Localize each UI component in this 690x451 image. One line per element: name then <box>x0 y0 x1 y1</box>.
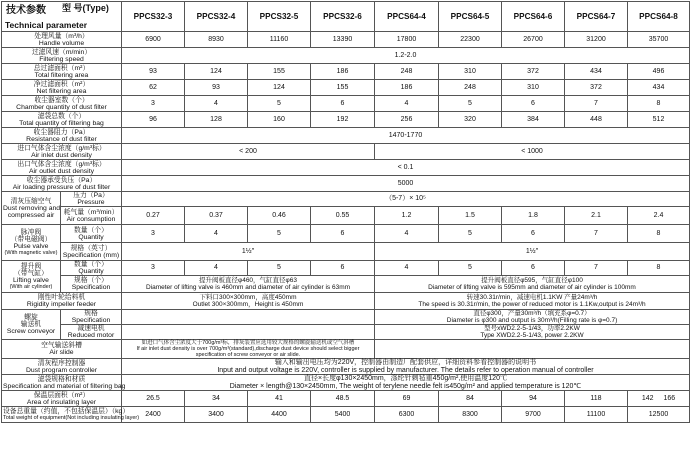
cell: 7 <box>565 96 628 112</box>
cell: 4 <box>185 96 248 112</box>
cell: 96 <box>122 112 185 128</box>
row-label: 进口气体含尘浓度（g/m³标） Air inlet dust density <box>2 144 122 160</box>
cell: 34 <box>185 391 248 407</box>
cell: 1.2 <box>375 207 439 225</box>
cell: 155 <box>311 80 375 96</box>
cell: 3 <box>122 261 185 276</box>
cell: 2400 <box>122 407 185 423</box>
cell: 6 <box>502 96 565 112</box>
sub-label: 规格（英寸） Specification (mm) <box>61 243 122 261</box>
cell: 4 <box>375 96 439 112</box>
cell: 5 <box>439 96 502 112</box>
cell: 12500 <box>628 407 690 423</box>
cell: 434 <box>628 80 690 96</box>
row-loading-pressure <box>2 176 690 192</box>
cell: 124 <box>185 64 248 80</box>
cell: 84 <box>439 391 502 407</box>
cell: 7 <box>565 225 628 243</box>
sub-label: 规格（个） Specification <box>61 276 122 293</box>
row-label: 收尘器阻力（Pa） Resistance of dust filter <box>2 128 122 144</box>
cell: < 0.1 <box>122 160 690 176</box>
row-outlet-density <box>2 160 690 176</box>
cell: 直径×长度φ130×2450mm，涤纶针刺毡重450g/m²,使用温度120℃ Diameter × length@130×2450mm, The weight of terylene needle felt is450g/m² and applied temperature is 120℃ <box>122 375 690 391</box>
cell: 6900 <box>122 32 185 48</box>
cell: 8 <box>628 261 690 276</box>
row-air-slide <box>2 340 690 359</box>
model-header: PPCS64-4 <box>375 2 439 32</box>
cell: 5 <box>439 261 502 276</box>
row-label: 清灰程序控制器 Dust program controller <box>2 359 122 375</box>
cell: 5400 <box>311 407 375 423</box>
cell: 192 <box>311 112 375 128</box>
row-label: 收尘器室数（个） Chamber quantity of dust filter <box>2 96 122 112</box>
cell: 372 <box>565 80 628 96</box>
cell: 如进口气体含尘浓度大于700g/m³标，排灰装置应选用较大规格的螺旋输送机或空气斜槽 If air inlet dust density is over 700g/m³(standard),discharge dust device should select bigger specification of screw conveyor or air slide. <box>122 340 375 359</box>
cell: 496 <box>628 64 690 80</box>
cell: （5-7）× 10⁵ <box>122 192 690 207</box>
row-inlet-density <box>2 144 690 160</box>
cell: 320 <box>439 112 502 128</box>
cell: 5 <box>248 261 311 276</box>
sub-label: 减速电机 Reduced motor <box>61 325 122 340</box>
row-weight <box>2 407 690 423</box>
row-label: 空气输送斜槽 Air slide <box>2 340 122 359</box>
row-label: 保温层面积（m²） Area of insulating layer <box>2 391 122 407</box>
row-label: 提升阀 （带气缸） Lifting valve (With air cylinder) <box>2 261 61 293</box>
cell: 提升阀板直径φ595，气缸直径φ100 Diameter of lifting valve is 595mm and diameter of air cylinder is 100mm <box>375 276 690 293</box>
model-header: PPCS64-5 <box>439 2 502 32</box>
row-pulse-spec <box>2 243 690 261</box>
row-bag-spec <box>2 375 690 391</box>
title-cn: 技术参数 <box>6 5 46 16</box>
row-lifting-qty <box>2 261 690 276</box>
cell: 310 <box>502 80 565 96</box>
row-filtering-speed <box>2 48 690 64</box>
cell: 1.2-2.0 <box>122 48 690 64</box>
cell: 0.27 <box>122 207 185 225</box>
cell: 输入和输出电压均为220V，控制器由制造厂配套供应，详细资料参看控制器的说明书 Input and output voltage is 220V, controller is supplied by manufacturer. The details refer to operation manual of controller <box>122 359 690 375</box>
cell: 124 <box>248 80 311 96</box>
cell: 提升阀板直径φ460，气缸直径φ63 Diameter of lifting valve is 460mm and diameter of air cylinder is 63mm <box>122 276 375 293</box>
row-air-consumption <box>2 207 690 225</box>
cell: < 1000 <box>375 144 690 160</box>
sub-label: 规格 Specification <box>61 310 122 325</box>
cell: 155 <box>248 64 311 80</box>
cell: 8 <box>628 96 690 112</box>
row-program-controller <box>2 359 690 375</box>
cell: 0.55 <box>311 207 375 225</box>
row-label: 清灰压缩空气 Dust removing and compressed air <box>2 192 61 225</box>
model-header: PPCS32-4 <box>185 2 248 32</box>
cell: 1½″ <box>375 243 690 261</box>
model-header: PPCS32-3 <box>122 2 185 32</box>
cell: 41 <box>248 391 311 407</box>
cell: 372 <box>502 64 565 80</box>
cell: 256 <box>375 112 439 128</box>
cell: 128 <box>185 112 248 128</box>
cell: 1½″ <box>122 243 375 261</box>
row-chamber-qty <box>2 96 690 112</box>
cell: 6 <box>502 261 565 276</box>
cell: 6 <box>311 261 375 276</box>
cell: 4 <box>375 225 439 243</box>
sub-label: 数量（个） Quantity <box>61 225 122 243</box>
row-pressure <box>2 192 690 207</box>
cell: 5 <box>248 225 311 243</box>
row-insulating-area <box>2 391 690 407</box>
cell: 4 <box>185 225 248 243</box>
cell: 8300 <box>439 407 502 423</box>
cell <box>375 340 690 359</box>
cell: 5 <box>248 96 311 112</box>
cell: 93 <box>122 64 185 80</box>
cell: 4 <box>185 261 248 276</box>
cell: 1.8 <box>502 207 565 225</box>
cell: 142 166 <box>628 391 690 407</box>
row-pulse-qty <box>2 225 690 243</box>
cell: 94 <box>502 391 565 407</box>
cell: 9700 <box>502 407 565 423</box>
cell: 186 <box>311 64 375 80</box>
cell: 11100 <box>565 407 628 423</box>
model-header: PPCS64-6 <box>502 2 565 32</box>
cell <box>122 325 375 340</box>
row-label: 净过滤面积（m²） Net filtering area <box>2 80 122 96</box>
title-en: Technical parameter <box>5 19 88 30</box>
cell: 11160 <box>248 32 311 48</box>
cell: 4 <box>375 261 439 276</box>
model-header: PPCS32-6 <box>311 2 375 32</box>
row-label: 总过滤面积（m²） Total filtering area <box>2 64 122 80</box>
cell: 512 <box>628 112 690 128</box>
cell: 6 <box>502 225 565 243</box>
row-bag-qty <box>2 112 690 128</box>
cell: 48.5 <box>311 391 375 407</box>
model-header: PPCS64-7 <box>565 2 628 32</box>
cell: 2.1 <box>565 207 628 225</box>
cell: 26700 <box>502 32 565 48</box>
row-label: 过滤风速（m/min） Filtering speed <box>2 48 122 64</box>
cell: 转速30.31r/min，减速电机1.1KW 产量24m³/h The speed is 30.31r/min, the power of reduced motor is 1.1Kw,output is 24m³/h <box>375 293 690 310</box>
row-resistance <box>2 128 690 144</box>
row-label: 出口气体含尘浓度（g/m³标） Air outlet dust density <box>2 160 122 176</box>
row-screw-motor <box>2 325 690 340</box>
row-net-area <box>2 80 690 96</box>
row-label: 刚性叶轮给料机 Rigidity impeller feeder <box>2 293 122 310</box>
cell: 7 <box>565 261 628 276</box>
cell: 69 <box>375 391 439 407</box>
sub-label: 耗气量（m³/min） Air consumption <box>61 207 122 225</box>
spec-table <box>1 1 690 423</box>
model-header: PPCS32-5 <box>248 2 311 32</box>
row-rigidity-feeder <box>2 293 690 310</box>
cell <box>122 310 375 325</box>
cell: 6300 <box>375 407 439 423</box>
cell: 4400 <box>248 407 311 423</box>
cell: 直径φ300，产量30m³/h（填充系φ=0.7） Diameter is φ300 and output is 30m³/h(Filling rate is φ=0.7) <box>375 310 690 325</box>
row-total-area <box>2 64 690 80</box>
row-label: 脉冲阀 （带电磁阀） Pulse valve (With magnetic valve) <box>2 225 61 261</box>
cell: 2.4 <box>628 207 690 225</box>
model-header: PPCS64-8 <box>628 2 690 32</box>
sub-label: 数量（个） Quantity <box>61 261 122 276</box>
row-label: 设备总重量（约值，不包括保温层）（kg） Total weight of equipment(Not including insulating layer) <box>3 408 140 421</box>
cell: 6 <box>311 96 375 112</box>
cell: 186 <box>375 80 439 96</box>
cell: 13390 <box>311 32 375 48</box>
cell: 0.46 <box>248 207 311 225</box>
cell: 5000 <box>122 176 690 192</box>
row-label: 滤袋规格和材质 Specification and material of filtering bag <box>3 375 126 390</box>
cell: 0.37 <box>185 207 248 225</box>
row-handle-volume <box>2 32 690 48</box>
cell: 118 <box>565 391 628 407</box>
row-screw-spec <box>2 310 690 325</box>
cell: 26.5 <box>122 391 185 407</box>
cell: 35700 <box>628 32 690 48</box>
cell: 160 <box>248 112 311 128</box>
cell: < 200 <box>122 144 375 160</box>
cell: 384 <box>502 112 565 128</box>
cell: 93 <box>185 80 248 96</box>
type-cn: 型 号(Type) <box>62 3 109 13</box>
cell: 6 <box>311 225 375 243</box>
cell: 62 <box>122 80 185 96</box>
row-label: 滤袋总数（个） Total quantity of filtering bag <box>2 112 122 128</box>
cell: 8930 <box>185 32 248 48</box>
row-lifting-spec <box>2 276 690 293</box>
header-corner <box>2 2 122 32</box>
cell: 8 <box>628 225 690 243</box>
row-label: 收尘器承受负压（Pa） Air loading pressure of dust filter <box>2 176 122 192</box>
cell: 1.5 <box>439 207 502 225</box>
cell: 22300 <box>439 32 502 48</box>
row-label: 处理风量（m³/h） Handle volume <box>2 32 122 48</box>
cell: 下料口300×300mm，高度450mm Outlet 300×300mm，Height is 450mm <box>122 293 375 310</box>
cell: 17800 <box>375 32 439 48</box>
sub-label: 压力（Pa） Pressure <box>61 192 122 207</box>
cell: 3400 <box>185 407 248 423</box>
cell: 448 <box>565 112 628 128</box>
cell: 1470-1770 <box>122 128 690 144</box>
cell: 31200 <box>565 32 628 48</box>
cell: 434 <box>565 64 628 80</box>
header-row <box>2 2 690 32</box>
cell: 248 <box>439 80 502 96</box>
cell: 248 <box>375 64 439 80</box>
cell: 310 <box>439 64 502 80</box>
cell: 3 <box>122 225 185 243</box>
cell: 5 <box>439 225 502 243</box>
cell: 3 <box>122 96 185 112</box>
row-label: 螺旋 输送机 Screw conveyor <box>2 310 61 340</box>
cell: 型号xWD2.2-5-1/43，功率2.2KW Type XWD2.2-5-1/43, power 2.2KW <box>375 325 690 340</box>
